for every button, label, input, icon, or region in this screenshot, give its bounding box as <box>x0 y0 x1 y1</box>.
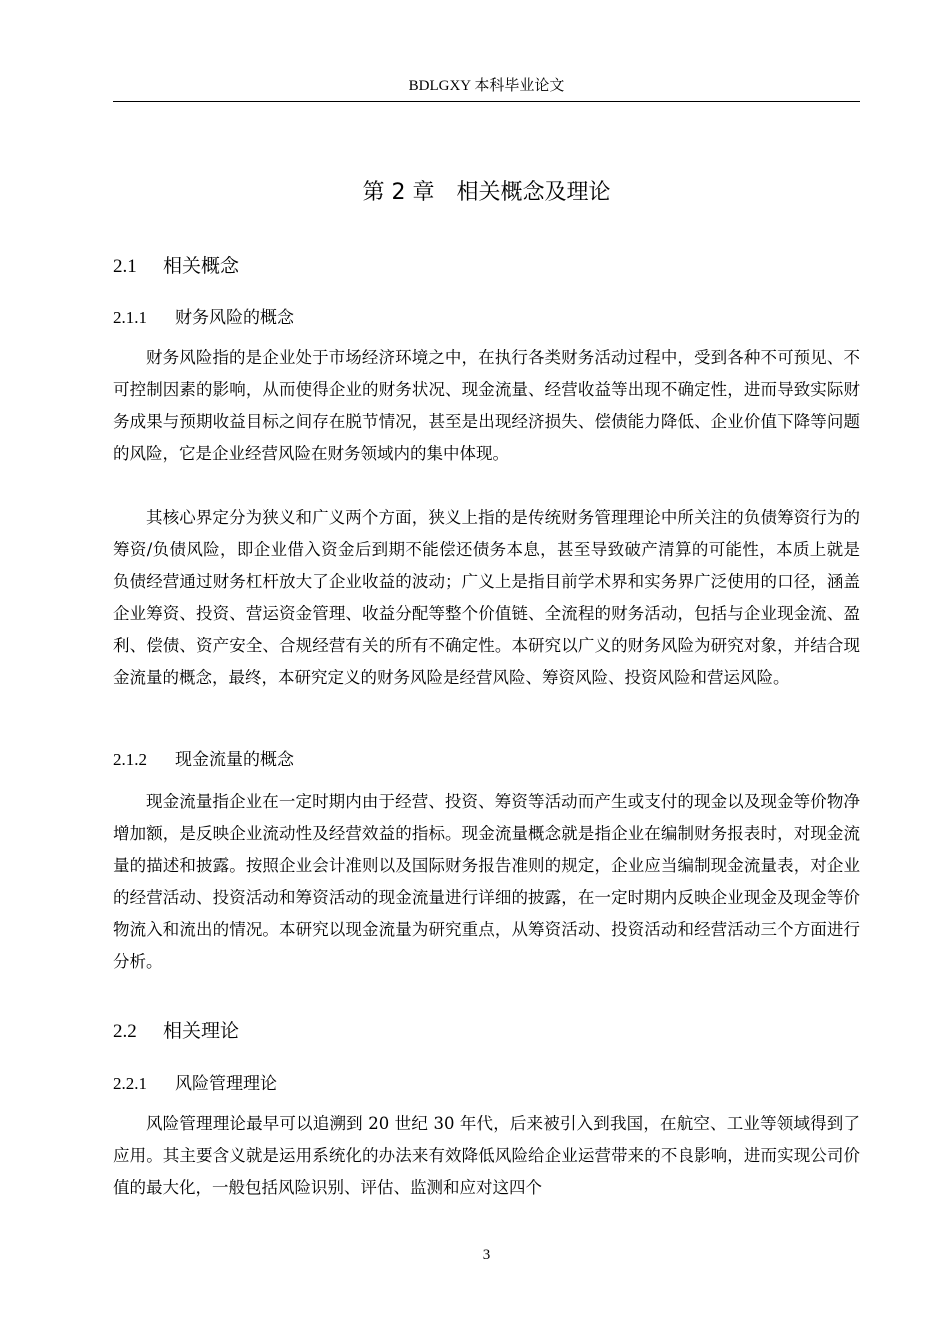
subsection-title: 财务风险的概念 <box>175 308 294 328</box>
section-number: 2.1 <box>113 256 137 277</box>
section-title: 相关概念 <box>163 255 240 277</box>
subsection-number: 2.1.2 <box>113 750 147 769</box>
paragraph-risk-management-theory: 风险管理理论最早可以追溯到 20 世纪 30 年代，后来被引入到我国，在航空、工业等领域得到了应用。其主要含义就是运用系统化的办法来有效降低风险给企业运营带来的不良影响，进而实现公司价值的最大化，一般包括风险识别、评估、监测和应对这四个 <box>113 1114 860 1197</box>
paragraph-financial-risk-definition: 财务风险指的是企业处于市场经济环境之中，在执行各类财务活动过程中，受到各种不可预见、不可控制因素的影响，从而使得企业的财务状况、现金流量、经营收益等出现不确定性，进而导致实际财务成果与预期收益目标之间存在脱节情况，甚至是出现经济损失、偿债能力降低、企业价值下降等问题的风险，它是企业经营风险在财务领域内的集中体现。 <box>113 348 860 463</box>
subsection-heading-2-1-2 <box>113 747 294 773</box>
subsection-heading-2-1-1 <box>113 305 294 331</box>
subsection-heading-2-2-1 <box>113 1071 277 1097</box>
section-title: 相关理论 <box>163 1020 240 1042</box>
subsection-number: 2.2.1 <box>113 1074 147 1093</box>
chapter-title: 第 2 章 相关概念及理论 <box>362 180 611 205</box>
section-number: 2.2 <box>113 1021 137 1042</box>
section-heading-2-2 <box>113 1017 239 1046</box>
running-header: BDLGXY 本科毕业论文 <box>408 78 565 94</box>
paragraph-financial-risk-scope: 其核心界定分为狭义和广义两个方面，狭义上指的是传统财务管理理论中所关注的负债筹资行为的筹资/负债风险，即企业借入资金后到期不能偿还债务本息，甚至导致破产清算的可能性，本质上就是负债经营通过财务杠杆放大了企业收益的波动；广义上是指目前学术界和实务界广泛使用的口径，涵盖企业筹资、投资、营运资金管理、收益分配等整个价值链、全流程的财务活动，包括与企业现金流、盈利、偿债、资产安全、合规经营有关的所有不确定性。本研究以广义的财务风险为研究对象，并结合现金流量的概念，最终，本研究定义的财务风险是经营风险、筹资风险、投资风险和营运风险。 <box>113 508 860 687</box>
header-divider <box>113 101 860 102</box>
section-heading-2-1 <box>113 252 239 281</box>
paragraph-cash-flow-definition: 现金流量指企业在一定时期内由于经营、投资、筹资等活动而产生或支付的现金以及现金等价物净增加额，是反映企业流动性及经营效益的指标。现金流量概念就是指企业在编制财务报表时，对现金流量的描述和披露。按照企业会计准则以及国际财务报告准则的规定，企业应当编制现金流量表，对企业的经营活动、投资活动和筹资活动的现金流量进行详细的披露，在一定时期内反映企业现金及现金等价物流入和流出的情况。本研究以现金流量为研究重点，从筹资活动、投资活动和经营活动三个方面进行分析。 <box>113 792 860 971</box>
subsection-title: 现金流量的概念 <box>175 750 294 770</box>
page-number: 3 <box>482 1247 491 1263</box>
subsection-number: 2.1.1 <box>113 308 147 327</box>
subsection-title: 风险管理理论 <box>175 1074 277 1094</box>
